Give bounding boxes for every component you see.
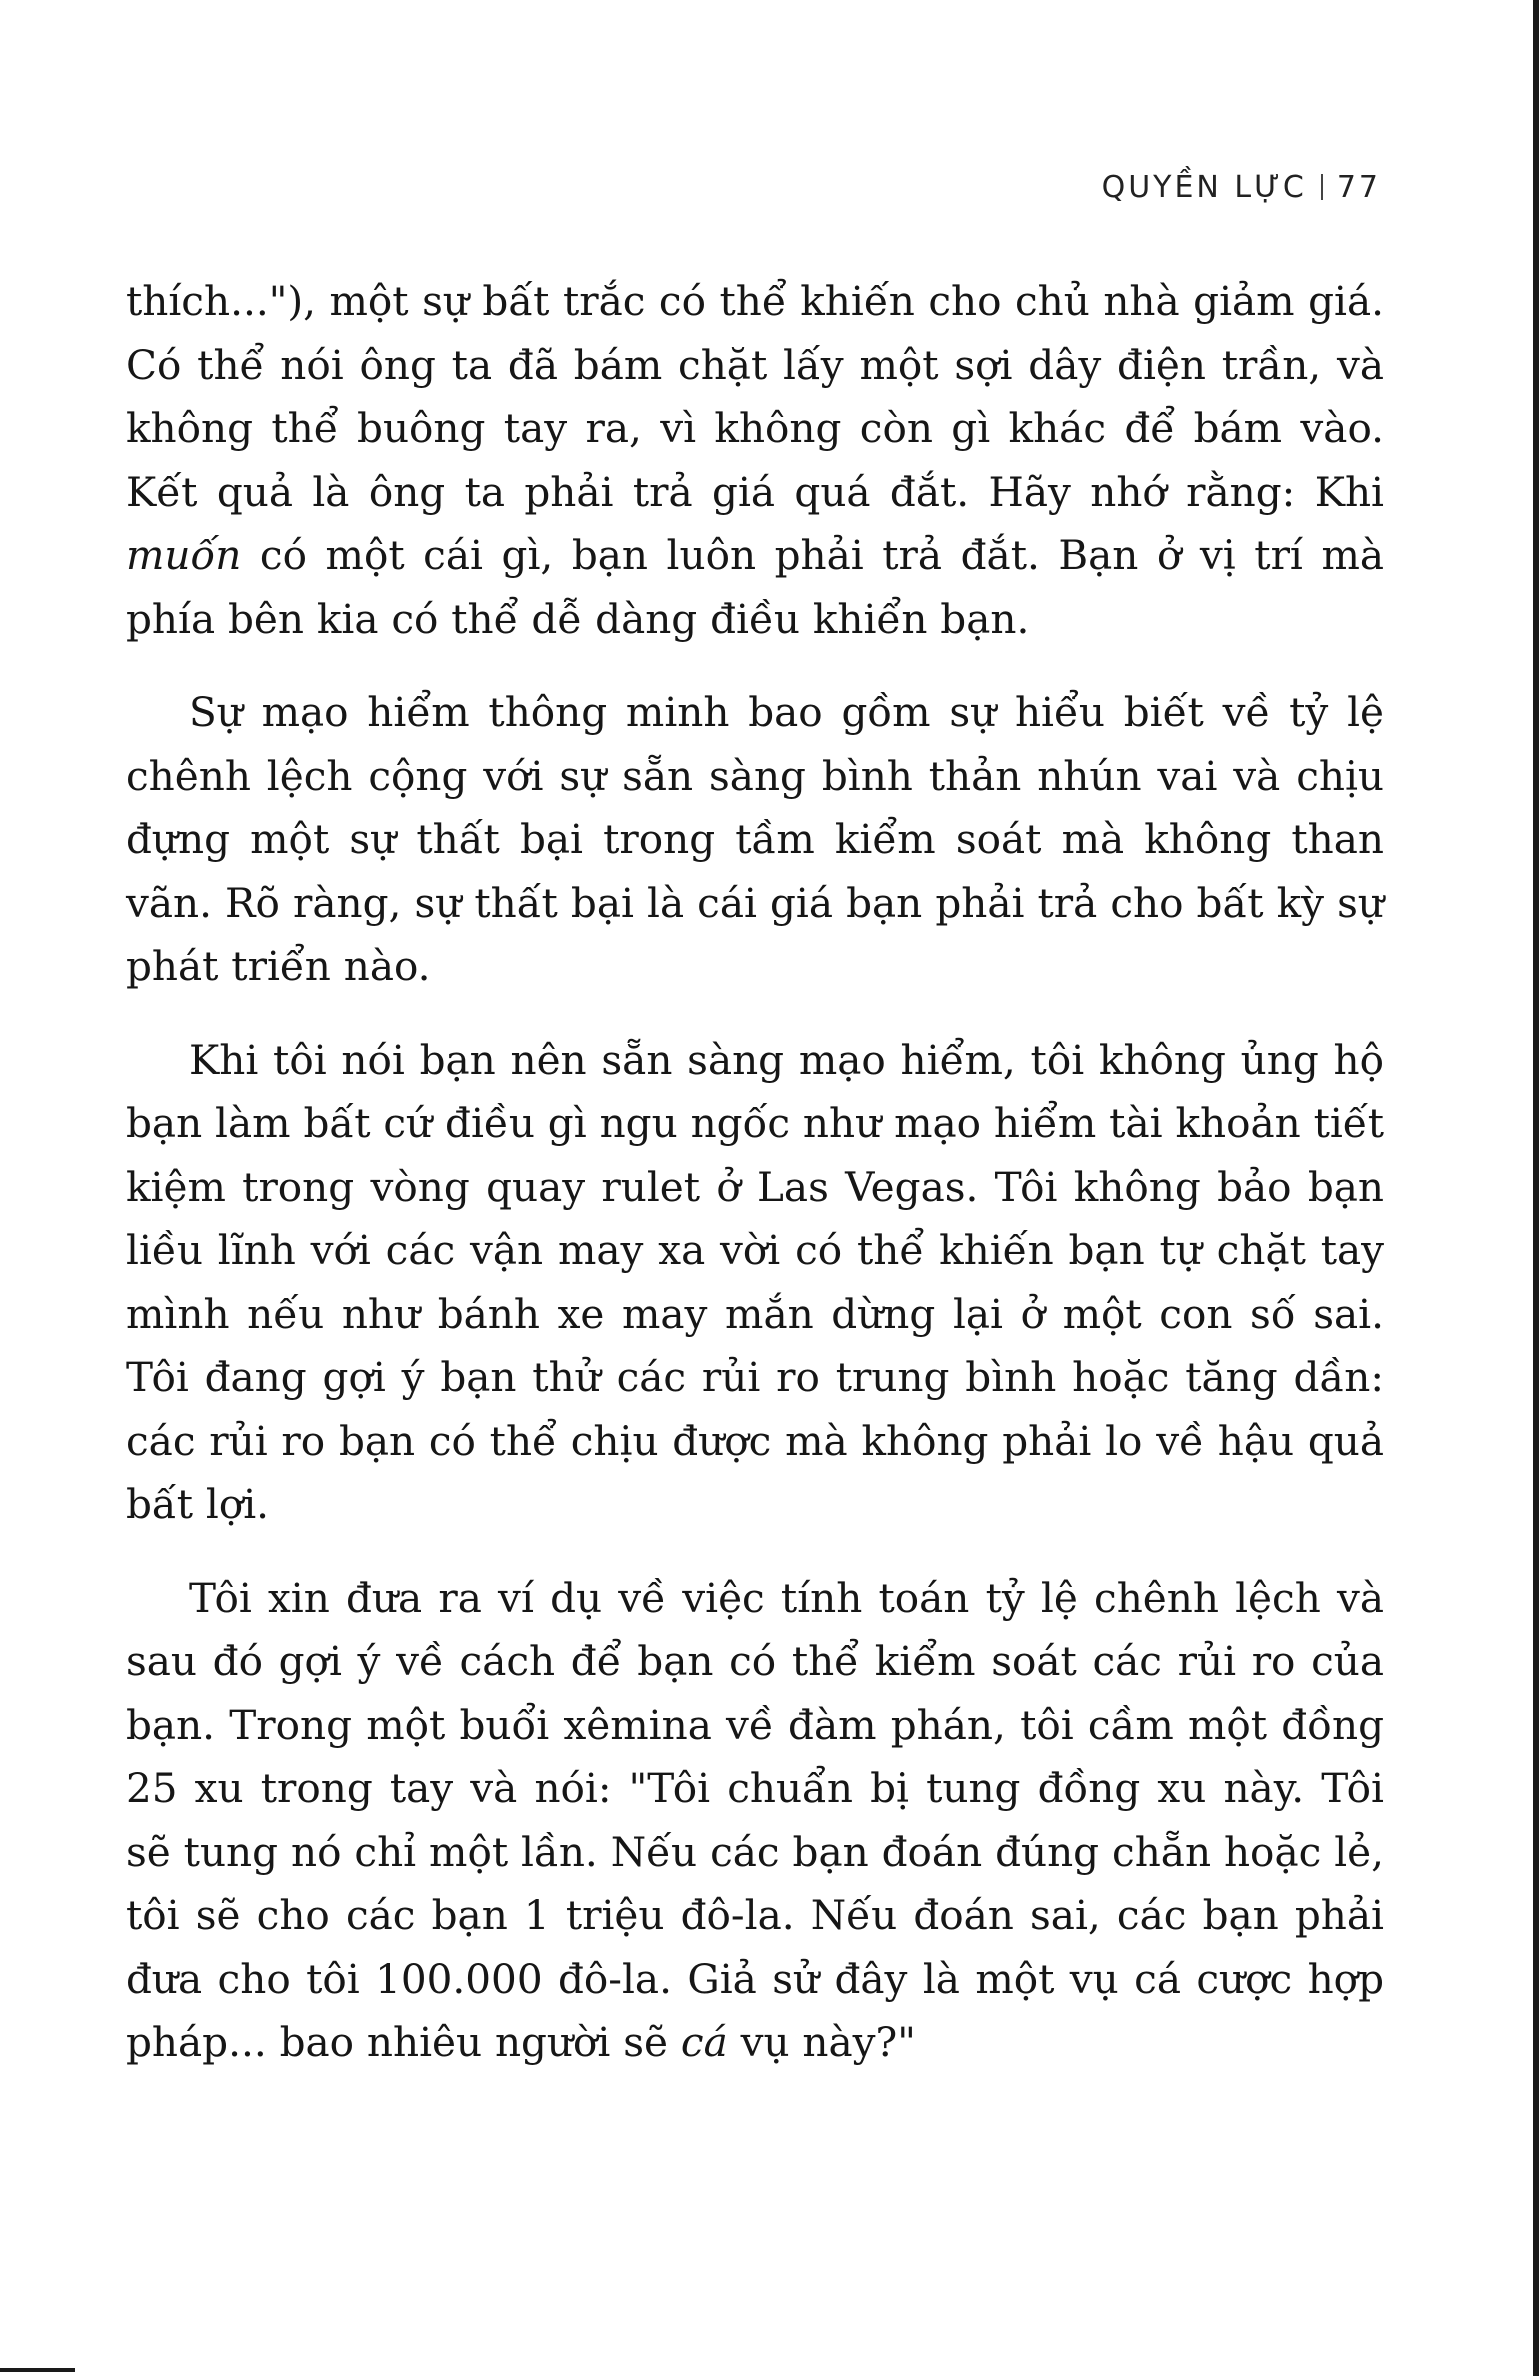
running-title: QUYỀN LỰC	[1101, 170, 1307, 205]
paragraph-1-emphasis: muốn	[126, 531, 242, 579]
paragraph-1-text: thích..."), một sự bất trắc có thể khiến cho chủ nhà giảm giá. Có thể nói ông ta đã bám chặt lấy một sợi dây điện trần, và không thể buông tay ra, vì không còn gì khác để bám vào. Kết quả là ông ta phải trả giá quá đắt. Hãy nhớ rằng: Khi	[126, 277, 1384, 516]
paragraph-4	[126, 1567, 1384, 2075]
header-divider	[1321, 174, 1323, 200]
paragraph-2	[126, 681, 1384, 999]
running-header	[1102, 170, 1381, 205]
page-corner-mark	[0, 2368, 75, 2372]
page-edge-line	[1533, 0, 1539, 2376]
paragraph-2-text: Sự mạo hiểm thông minh bao gồm sự hiểu biết về tỷ lệ chênh lệch cộng với sự sẵn sàng bình thản nhún vai và chịu đựng một sự thất bại trong tầm kiểm soát mà không than vãn. Rõ ràng, sự thất bại là cái giá bạn phải trả cho bất kỳ sự phát triển nào.	[126, 688, 1384, 990]
body-text	[126, 270, 1384, 2105]
page-number: 77	[1336, 170, 1381, 205]
paragraph-1	[126, 270, 1384, 651]
paragraph-3	[126, 1029, 1384, 1537]
paragraph-4-text: Tôi xin đưa ra ví dụ về việc tính toán tỷ lệ chênh lệch và sau đó gợi ý về cách để bạn có thể kiểm soát các rủi ro của bạn. Trong một buổi xêmina về đàm phán, tôi cầm một đồng 25 xu trong tay và nói: "Tôi chuẩn bị tung đồng xu này. Tôi sẽ tung nó chỉ một lần. Nếu các bạn đoán đúng chẵn hoặc lẻ, tôi sẽ cho các bạn 1 triệu đô-la. Nếu đoán sai, các bạn phải đưa cho tôi 100.000 đô-la. Giả sử đây là một vụ cá cược hợp pháp... bao nhiêu người sẽ	[126, 1573, 1384, 2066]
paragraph-4-emphasis: cá	[680, 2018, 728, 2066]
paragraph-1-text-after: có một cái gì, bạn luôn phải trả đắt. Bạn ở vị trí mà phía bên kia có thể dễ dàng điều khiển bạn.	[126, 531, 1384, 643]
paragraph-3-text: Khi tôi nói bạn nên sẵn sàng mạo hiểm, tôi không ủng hộ bạn làm bất cứ điều gì ngu ngốc như mạo hiểm tài khoản tiết kiệm trong vòng quay rulet ở Las Vegas. Tôi không bảo bạn liều lĩnh với các vận may xa vời có thể khiến bạn tự chặt tay mình nếu như bánh xe may mắn dừng lại ở một con số sai. Tôi đang gợi ý bạn thử các rủi ro trung bình hoặc tăng dần: các rủi ro bạn có thể chịu được mà không phải lo về hậu quả bất lợi.	[126, 1035, 1384, 1528]
paragraph-4-text-after: vụ này?"	[727, 2018, 916, 2066]
